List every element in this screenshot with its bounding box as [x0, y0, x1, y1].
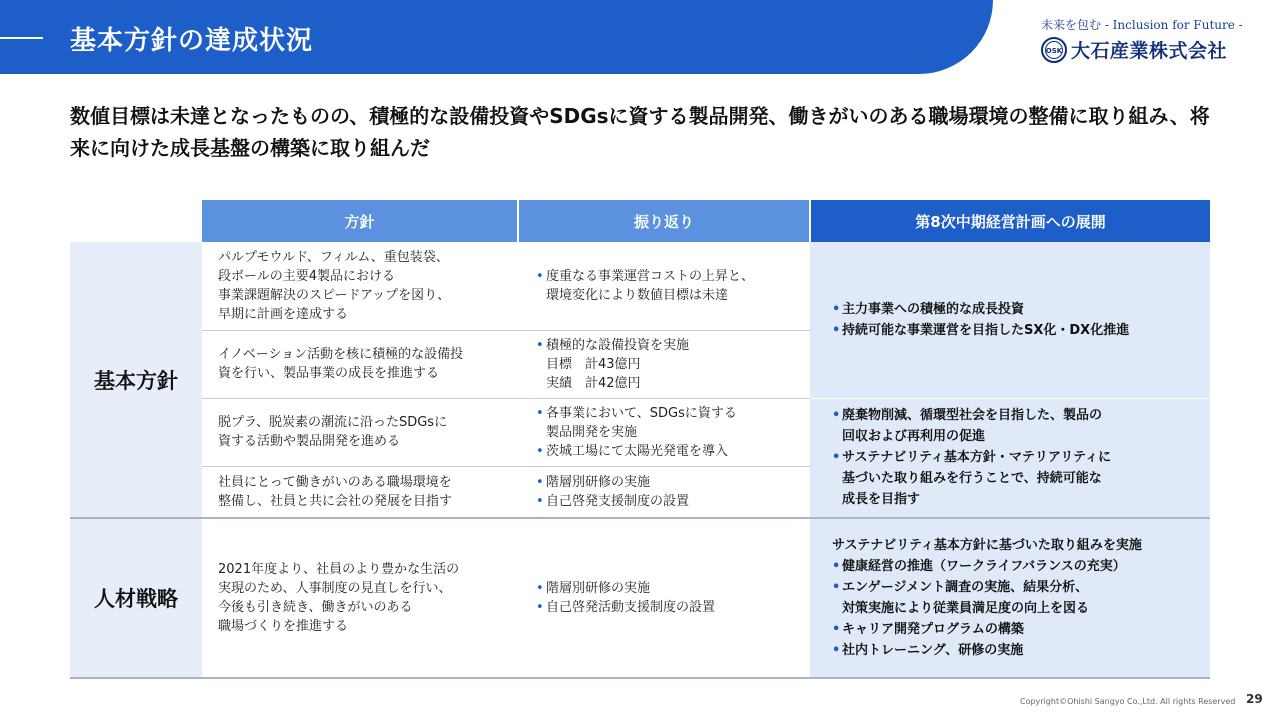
bullet-text: 主力事業への積極的な成長投資 — [842, 301, 1025, 317]
bullet-item — [832, 405, 1210, 426]
review-cell-2 — [518, 330, 810, 398]
text-line: 2021年度より、社員のより豊かな生活の — [218, 562, 460, 577]
company-name: 大石産業株式会社 — [1071, 40, 1228, 62]
section-basic-policy: 基本方針 — [70, 242, 202, 518]
bullet-item — [832, 299, 1210, 320]
bullet-item — [832, 619, 1210, 640]
bullet-text: 健康経営の推進（ワークライフバランスの充実） — [842, 559, 1126, 574]
bullet-item — [832, 556, 1210, 577]
text-line: 対策実施により従業員満足度の向上を図る — [842, 601, 1090, 616]
bullet-text: キャリア開発プログラムの構築 — [842, 622, 1024, 637]
policy-cell-2 — [202, 330, 518, 398]
section-hr-strategy: 人材戦略 — [70, 518, 202, 678]
page-number: 29 — [1246, 692, 1263, 706]
review-cell-4 — [518, 466, 810, 518]
bullet-text: 自己啓発支援制度の設置 — [546, 493, 690, 509]
header-policy: 方針 — [202, 200, 518, 242]
bullet-text: 階層別研修の実施 — [546, 474, 651, 490]
bullet-text: 廃棄物削減、循環型社会を目指した、製品の — [842, 408, 1103, 424]
bullet-text: 各事業において、SDGsに資する — [546, 405, 737, 421]
table-row — [70, 398, 1210, 466]
text-line: 事業課題解決のスピードアップを図り、 — [218, 287, 451, 303]
bullet-item — [536, 473, 810, 492]
plan-cell-2 — [810, 398, 1210, 518]
policy-cell-1 — [202, 242, 518, 330]
policy-cell-3 — [202, 398, 518, 466]
text-line: 環境変化により数値目標は未達 — [546, 287, 729, 303]
bullet-text: 持続可能な事業運営を目指したSX化・DX化推進 — [842, 322, 1130, 338]
bullet-text: サステナビリティ基本方針・マテリアリティに — [842, 450, 1112, 466]
bullet-item — [832, 577, 1210, 598]
bullet-text: 積極的な設備投資を実施 — [546, 337, 690, 353]
table-row — [70, 518, 1210, 678]
text-line: 実現のため、人事制度の見直しを行い、 — [218, 581, 452, 596]
text-line: パルプモウルド、フィルム、重包装袋、 — [218, 249, 449, 265]
company-logo — [1041, 36, 1227, 63]
table-header-row — [70, 200, 1210, 242]
text-line: 回収および再利用の促進 — [842, 429, 986, 445]
policy-table — [70, 200, 1210, 679]
text-line: 社員にとって働きがいのある職場環境を — [218, 474, 452, 490]
bullet-text: 茨城工場にて太陽光発電を導入 — [546, 443, 729, 459]
plan-cell-1 — [810, 242, 1210, 398]
header-banner — [0, 0, 993, 74]
bullet-text: 社内トレーニング、研修の実施 — [842, 643, 1024, 658]
text-line: イノベーション活動を核に積極的な設備投 — [218, 347, 464, 362]
text-line: 今後も引き続き、働きがいのある — [218, 600, 413, 615]
bullet-item — [832, 447, 1210, 468]
bullet-item — [832, 320, 1210, 341]
text-line: 基づいた取り組みを行うことで、持続可能な — [842, 471, 1102, 487]
header-plan: 第8次中期経営計画への展開 — [810, 200, 1210, 242]
table-row — [70, 242, 1210, 330]
review-cell-1 — [518, 242, 810, 330]
plan-cell-3 — [810, 518, 1210, 678]
bullet-text: 度重なる事業運営コストの上昇と、 — [546, 268, 755, 284]
bullet-item — [536, 267, 810, 286]
review-cell-3 — [518, 398, 810, 466]
table-header-empty — [70, 200, 202, 242]
company-logo-icon — [1041, 37, 1067, 63]
header-accent-line — [0, 37, 43, 39]
bullet-text: 自己啓発活動支援制度の設置 — [546, 600, 716, 615]
bullet-item — [536, 579, 810, 598]
text-line: 早期に計画を達成する — [218, 306, 349, 322]
text-line: 職場づくりを推進する — [218, 619, 349, 634]
text-line: 目標 計43億円 — [546, 356, 641, 372]
footer-copyright: Copyright©Ohishi Sangyo Co.,Ltd. All rights Reserved — [1020, 697, 1236, 706]
bullet-item — [832, 640, 1210, 661]
page-title: 基本方針の達成状況 — [70, 26, 314, 56]
text-line: 脱プラ、脱炭素の潮流に沿ったSDGsに — [218, 415, 448, 430]
company-tagline: 未来を包む - Inclusion for Future - — [1041, 18, 1243, 32]
review-cell-5 — [518, 518, 810, 678]
bullet-item — [536, 442, 810, 461]
text-line: サステナビリティ基本方針に基づいた取り組みを実施 — [832, 538, 1142, 553]
bullet-item — [536, 336, 810, 355]
policy-cell-5 — [202, 518, 518, 678]
bullet-text: 階層別研修の実施 — [546, 581, 651, 596]
text-line: 資を行い、製品事業の成長を推進する — [218, 366, 440, 381]
bullet-text: エンゲージメント調査の実施、結果分析、 — [842, 580, 1089, 595]
bullet-item — [536, 492, 810, 511]
text-line: 製品開発を実施 — [546, 424, 638, 440]
text-line: 成長を目指す — [842, 492, 921, 508]
policy-cell-4 — [202, 466, 518, 518]
text-line: 資する活動や製品開発を進める — [218, 434, 401, 449]
headline: 数値目標は未達となったものの、積極的な設備投資やSDGsに資する製品開発、働きがいのある職場環境の整備に取り組み、将来に向けた成長基盤の構築に取り組んだ — [70, 104, 1210, 160]
text-line: 段ボールの主要4製品における — [218, 268, 396, 284]
logo-mark-text: OSK — [1045, 46, 1063, 55]
text-line: 実績 計42億円 — [546, 375, 641, 391]
text-line: 整備し、社員と共に会社の発展を目指す — [218, 493, 453, 509]
header-review: 振り返り — [518, 200, 810, 242]
bullet-item — [536, 404, 810, 423]
bullet-item — [536, 598, 810, 617]
